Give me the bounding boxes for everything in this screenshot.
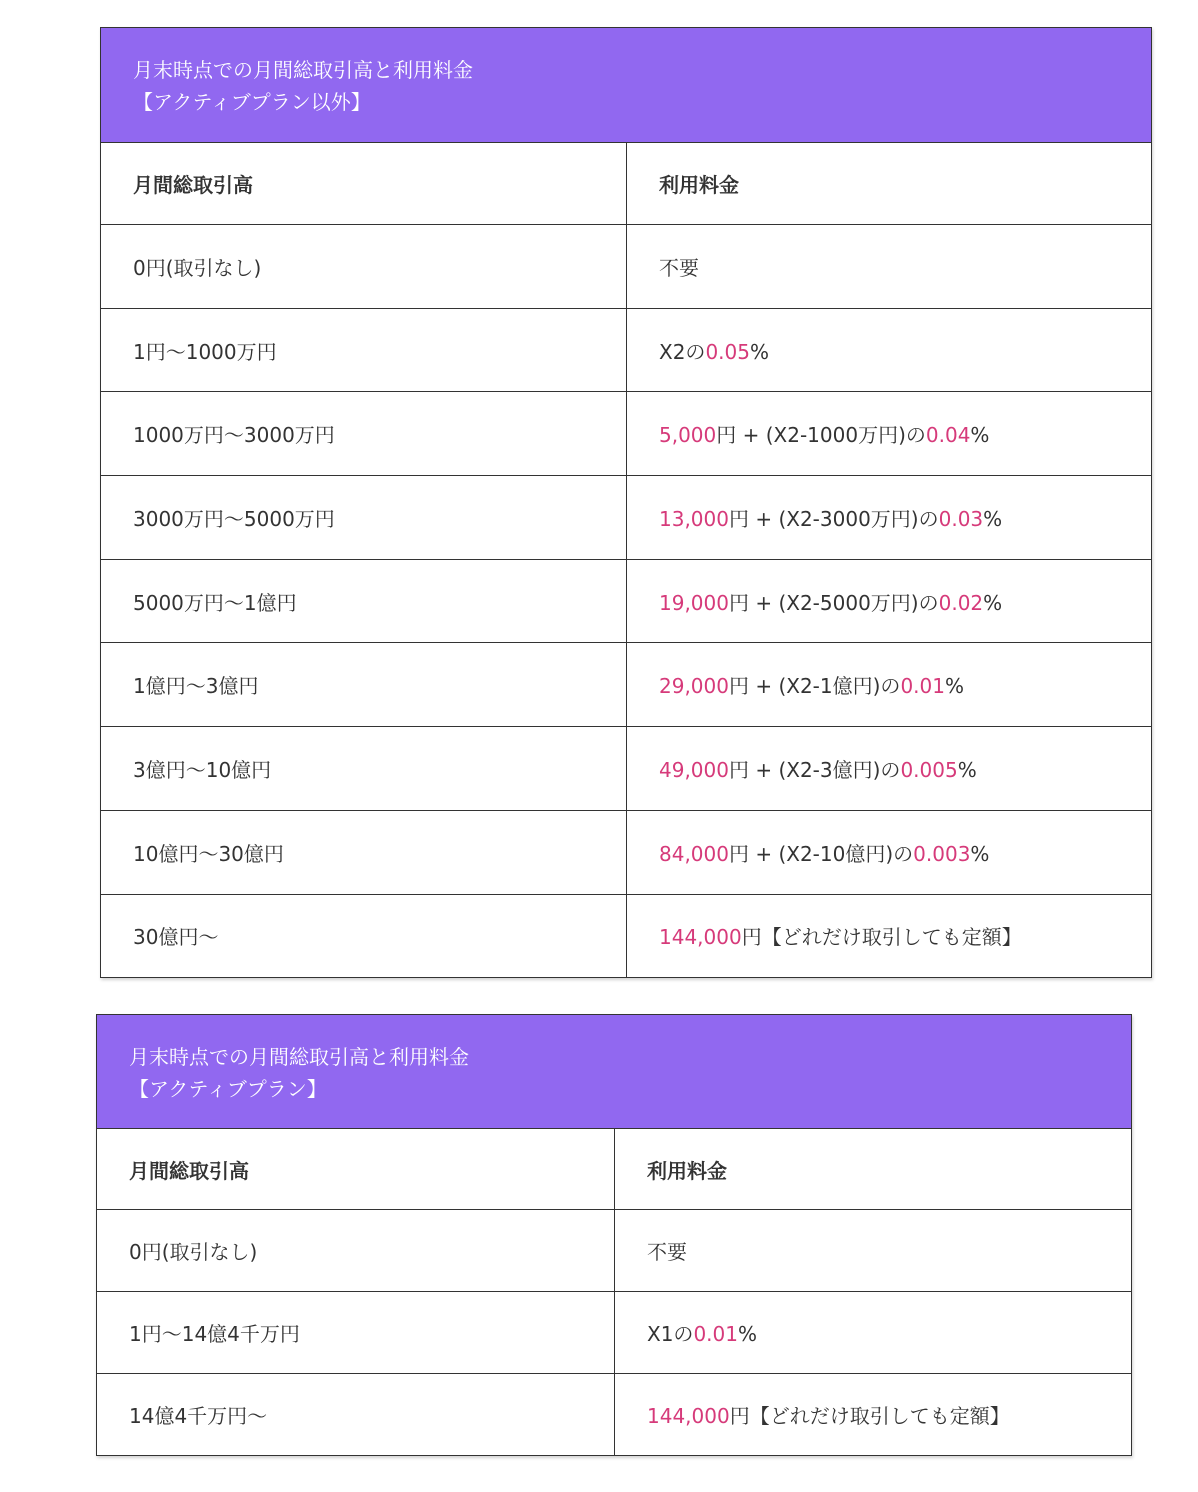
table-title-line1: 月末時点での月間総取引高と利用料金 — [129, 1044, 469, 1069]
fee-value-highlight: 0.04 — [925, 423, 971, 448]
fee-value-highlight: 0.01 — [900, 674, 945, 699]
fee-text: 円 + (X2-3億円)の — [728, 757, 901, 782]
fee-cell — [615, 1374, 1132, 1456]
fee-cell — [615, 1292, 1132, 1374]
fee-value-highlight: 0.03 — [938, 506, 984, 531]
fee-text: % — [983, 590, 1003, 615]
table-row — [101, 810, 1152, 894]
fee-text: X2の — [659, 339, 706, 364]
table-title-line1: 月末時点での月間総取引高と利用料金 — [133, 58, 473, 82]
fee-text: 不要 — [647, 1240, 687, 1264]
fee-value-highlight: 49,000 — [659, 757, 729, 782]
fee-cell — [627, 727, 1152, 811]
column-header-fee: 利用料金 — [627, 143, 1152, 225]
table-title-line2: 【アクティブプラン以外】 — [133, 90, 371, 114]
volume-cell: 3億円〜10億円 — [101, 727, 627, 811]
fee-cell — [627, 559, 1152, 643]
fee-text: 円 + (X2-1000万円)の — [716, 423, 926, 448]
fee-value-highlight: 0.02 — [938, 590, 984, 615]
fee-text: 不要 — [659, 255, 699, 280]
volume-cell: 5000万円〜1億円 — [101, 559, 627, 643]
table-title — [101, 28, 1152, 143]
fee-text: % — [983, 506, 1003, 531]
column-header-fee: 利用料金 — [615, 1129, 1132, 1210]
fee-text: 円 + (X2-10億円)の — [728, 841, 914, 866]
fee-cell — [615, 1210, 1132, 1292]
table-title — [97, 1015, 1132, 1129]
table-row — [97, 1292, 1132, 1374]
volume-cell: 3000万円〜5000万円 — [101, 476, 627, 560]
table-row — [97, 1210, 1132, 1292]
fee-value-highlight: 29,000 — [659, 674, 729, 699]
table-row — [101, 894, 1152, 978]
fee-value-highlight: 5,000 — [659, 423, 717, 448]
fee-value-highlight: 144,000 — [647, 1404, 730, 1428]
table-row — [101, 643, 1152, 727]
volume-cell: 30億円〜 — [101, 894, 627, 978]
fee-text: 円【どれだけ取引しても定額】 — [741, 925, 1022, 950]
fee-text: 円 + (X2-3000万円)の — [728, 506, 939, 531]
fee-cell — [627, 643, 1152, 727]
fee-value-highlight: 0.01 — [693, 1322, 738, 1346]
fee-value-highlight: 0.05 — [705, 339, 750, 364]
fee-value-highlight: 19,000 — [659, 590, 729, 615]
table-row — [101, 559, 1152, 643]
volume-cell: 1円〜14億4千万円 — [97, 1292, 615, 1374]
column-header-volume: 月間総取引高 — [97, 1129, 615, 1210]
fee-value-highlight: 84,000 — [659, 841, 729, 866]
fee-text: % — [957, 757, 977, 782]
table-body — [101, 225, 1152, 978]
table-title-line2: 【アクティブプラン】 — [129, 1076, 327, 1101]
fee-text: % — [944, 674, 964, 699]
fee-text: % — [970, 423, 990, 448]
fee-text: X1の — [647, 1322, 694, 1346]
fee-text: 円【どれだけ取引しても定額】 — [729, 1404, 1010, 1428]
table-row — [101, 392, 1152, 476]
volume-cell: 0円(取引なし) — [97, 1210, 615, 1292]
fee-table-active-plan — [96, 1014, 1132, 1456]
table-body — [97, 1210, 1132, 1456]
fee-value-highlight: 0.003 — [913, 841, 971, 866]
fee-cell — [627, 225, 1152, 309]
volume-cell: 1円〜1000万円 — [101, 308, 627, 392]
volume-cell: 14億4千万円〜 — [97, 1374, 615, 1456]
volume-cell: 10億円〜30億円 — [101, 810, 627, 894]
fee-cell — [627, 308, 1152, 392]
fee-table-non-active-plan — [100, 27, 1152, 978]
fee-cell — [627, 392, 1152, 476]
table-row — [101, 308, 1152, 392]
fee-value-highlight: 0.005 — [900, 757, 958, 782]
column-header-volume: 月間総取引高 — [101, 143, 627, 225]
fee-text: 円 + (X2-5000万円)の — [728, 590, 939, 615]
table-row — [97, 1374, 1132, 1456]
fee-cell — [627, 476, 1152, 560]
fee-cell — [627, 810, 1152, 894]
fee-text: % — [737, 1322, 757, 1346]
volume-cell: 0円(取引なし) — [101, 225, 627, 309]
table-row — [101, 476, 1152, 560]
table-row — [101, 225, 1152, 309]
table-row — [101, 727, 1152, 811]
fee-text: 円 + (X2-1億円)の — [728, 674, 901, 699]
fee-value-highlight: 13,000 — [659, 506, 729, 531]
fee-cell — [627, 894, 1152, 978]
volume-cell: 1000万円〜3000万円 — [101, 392, 627, 476]
volume-cell: 1億円〜3億円 — [101, 643, 627, 727]
fee-value-highlight: 144,000 — [659, 925, 742, 950]
fee-text: % — [749, 339, 769, 364]
fee-text: % — [970, 841, 990, 866]
